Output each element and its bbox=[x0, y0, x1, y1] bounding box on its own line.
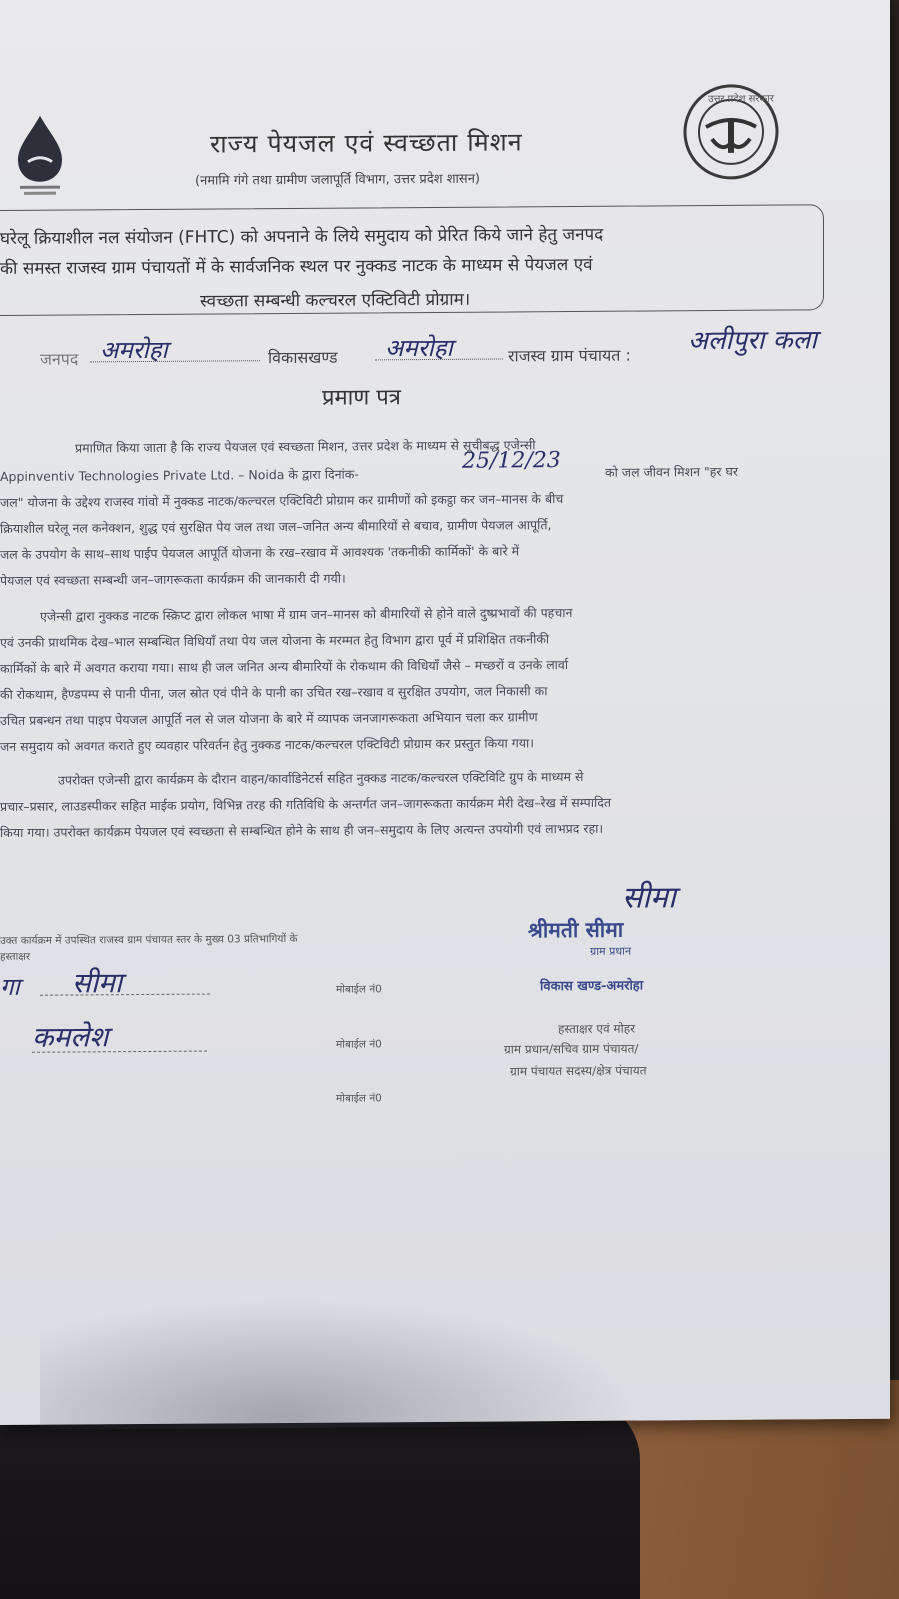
p1-line-2a: Appinventiv Technologies Private Ltd. – Noida के द्वारा दिनांक- bbox=[0, 466, 359, 484]
p3-line-2: प्रचार–प्रसार, लाउडस्पीकर सहित माईक प्रयोग, विभिन्न तरह की गतिविधि के अन्तर्गत जन–जागरूकता कार्यक्रम मेरी देख–रेख में सम्पादित bbox=[0, 794, 612, 814]
panchayat-handwritten: अलीपुरा कला bbox=[688, 325, 817, 357]
participant-2-signature: कमलेश bbox=[32, 1020, 109, 1054]
mission-subtitle: (नमामि गंगे तथा ग्रामीण जलापूर्ति विभाग, उत्तर प्रदेश शासन) bbox=[195, 171, 480, 189]
topic-line-3: स्वच्छता सम्बन्धी कल्चरल एक्टिविटी प्रोग्राम। bbox=[200, 289, 471, 312]
participant-1-signature: सीमा bbox=[72, 966, 123, 1000]
participants-caption-2: हस्ताक्षर bbox=[0, 950, 31, 963]
p2-line-1: एजेन्सी द्वारा नुक्कड नाटक स्क्रिप्ट द्वारा लोकल भाषा में ग्राम जन–मानस को बीमारियों से होने वाले दुष्प्रभावों की पहचान bbox=[40, 605, 573, 624]
p2-line-2: एवं उनकी प्राथमिक देख–भाल सम्बन्धित विधियाँ तथा पेय जल योजना के मरम्मत हेतु विभाग द्वारा पूर्व में प्रशिक्षित तकनीकी bbox=[0, 631, 550, 650]
block-handwritten: अमरोहा bbox=[385, 333, 453, 363]
p3-line-3: किया गया। उपरोक्त कार्यक्रम पेयजल एवं स्वच्छता से सम्बन्धित होने के साथ ही जन–समुदाय के लिए अत्यन्त उपयोगी एवं लाभप्रद रहा। bbox=[0, 820, 604, 840]
p3-line-1: उपरोक्त एजेन्सी द्वारा कार्यक्रम के दौरान वाहन/कार्वाडिनेटर्स सहित नुक्कड नाटक/कल्चरल एक्टिविटि ग्रुप के माध्यम से bbox=[58, 768, 584, 788]
p1-line-1: प्रमाणित किया जाता है कि राज्य पेयजल एवं स्वच्छता मिशन, उत्तर प्रदेश के माध्यम से सूचीबद्ध एजेन्सी bbox=[75, 437, 536, 456]
mobile-label-1: मोबाईल नं0 bbox=[336, 983, 382, 996]
p1-line-5: जल के उपयोग के साथ–साथ पाईप पेयजल आपूर्ति योजना के रख–रखाव में आवश्यक 'तकनीकी कार्मिकों' के बारे में bbox=[0, 543, 520, 562]
p2-line-5: उचित प्रबन्धन तथा पाइप पेयजल आपूर्ति नल से जल योजना के बारे में व्यापक जनजागरूकता अभियान चला कर ग्रामीण bbox=[0, 709, 538, 728]
sign-caption-2: ग्राम प्रधान/सचिव ग्राम पंचायत/ bbox=[504, 1041, 639, 1057]
certificate-heading: प्रमाण पत्र bbox=[322, 385, 401, 411]
water-drop-logo bbox=[12, 111, 72, 201]
district-label: जनपद bbox=[40, 349, 79, 369]
participant-2-line bbox=[32, 1051, 207, 1053]
paper-shadow bbox=[40, 1296, 640, 1430]
participant-1-line bbox=[40, 994, 210, 996]
topic-line-2: की समस्त राजस्व ग्राम पंचायतों में के सार्वजनिक स्थल पर नुक्कड नाटक के माध्यम से पेयजल एवं bbox=[0, 254, 593, 279]
pradhan-signature: सीमा bbox=[622, 880, 676, 916]
p2-line-3: कार्मिकों के बारे में अवगत कराया गया। साथ ही जल जनित अन्य बीमारियों के रोकथाम की विधियाँ जैसे – मच्छरों व उनके लार्वा bbox=[0, 657, 569, 676]
p2-line-6: जन समुदाय को अवगत कराते हुए व्यवहार परिवर्तन हेतु नुक्कड नाटक/कल्चरल एक्टिविटी प्रोग्राम कर प्रस्तुत किया गया। bbox=[0, 735, 534, 754]
p1-line-4: क्रियाशील घरेलू नल कनेक्शन, शुद्ध एवं सुरक्षित पेय जल तथा जल–जनित अन्य बीमारियों से बचाव, ग्रामीण पेयजल आपूर्ति, bbox=[0, 517, 552, 536]
stamp-name: श्रीमती सीमा bbox=[528, 916, 624, 943]
panchayat-label: राजस्व ग्राम पंचायत : bbox=[508, 345, 631, 366]
topic-line-1: घरेलू क्रियाशील नल संयोजन (FHTC) को अपनाने के लिये समुदाय को प्रेरित किये जाने हेतु जनपद bbox=[0, 224, 604, 249]
participants-caption-1: उक्त कार्यक्रम में उपस्थित राजस्व ग्राम पंचायत स्तर के मुख्य 03 प्रतिभागियों के bbox=[0, 932, 298, 947]
sign-caption-3: ग्राम पंचायत सदस्य/क्षेत्र पंचायत bbox=[510, 1063, 647, 1079]
block-label: विकासखण्ड bbox=[268, 347, 338, 368]
mobile-label-2: मोबाईल नं0 bbox=[336, 1038, 382, 1051]
dark-shadow bbox=[0, 1400, 640, 1599]
p1-line-2b: को जल जीवन मिशन "हर घर bbox=[605, 463, 739, 480]
sign-caption-1: हस्ताक्षर एवं मोहर bbox=[558, 1021, 636, 1037]
stamp-line-2: ग्राम प्रधान bbox=[590, 944, 632, 958]
p1-line-6: पेयजल एवं स्वच्छता सम्बन्धी जन–जागरूकता कार्यक्रम की जानकारी दी गयी। bbox=[0, 570, 346, 588]
participant-1-prefix: गा bbox=[0, 972, 20, 1001]
mission-title: राज्य पेयजल एवं स्वच्छता मिशन bbox=[210, 127, 523, 159]
district-handwritten: अमरोहा bbox=[100, 335, 168, 365]
mobile-label-3: मोबाईल नं0 bbox=[336, 1092, 382, 1105]
date-handwritten: 25/12/23 bbox=[462, 448, 561, 474]
p1-line-3: जल" योजना के उद्देश्य राजस्व गांवो में नुक्कड नाटक/कल्चरल एक्टिविटी प्रोग्राम कर ग्रामीणों को इकट्ठा कर जन–मानस के बीच bbox=[0, 491, 564, 510]
stamp-line-3: विकास खण्ड-अमरोहा bbox=[540, 978, 644, 995]
emblem-text: उत्तर प्रदेश सरकार bbox=[708, 93, 774, 106]
p2-line-4: की रोकथाम, हैण्डपम्प से पानी पीना, जल स्रोत एवं पीने के पानी का उचित रख–रखाव व सुरक्षित उपयोग, जल निकासी का bbox=[0, 683, 548, 702]
